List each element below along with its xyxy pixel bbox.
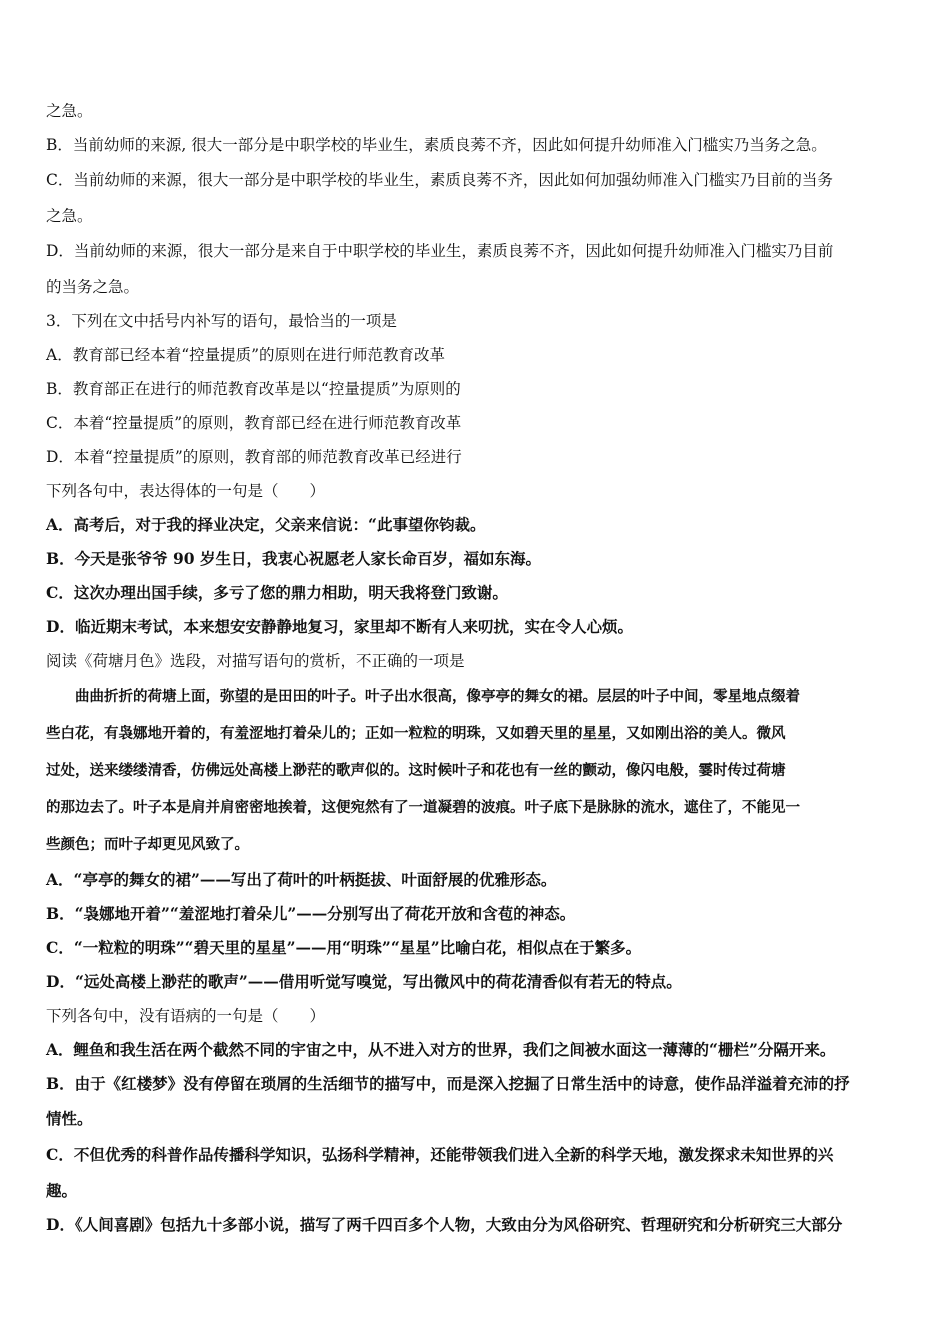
hetang-passage-line: 过处，送来缕缕清香，仿佛远处高楼上渺茫的歌声似的。这时候叶子和花也有一丝的颤动，像闪电般，霎时传过荷塘 [46, 762, 786, 779]
hetang-passage-line: 的那边去了。叶子本是肩并肩密密地挨着，这便宛然有了一道凝碧的波痕。叶子底下是脉脉的流水，遮住了，不能见一 [46, 799, 800, 816]
q3-stem: 3．下列在文中括号内补写的语句，最恰当的一项是 [46, 312, 397, 330]
q-hetang-option-d: D．“远处高楼上渺茫的歌声”——借用听觉写嗅觉，写出微风中的荷花清香似有若无的特点。 [46, 972, 682, 991]
q-grammar-stem: 下列各句中，没有语病的一句是（ ） [46, 1007, 326, 1025]
q-grammar-option-c-line1: C．不但优秀的科普作品传播科学知识，弘扬科学精神，还能带领我们进入全新的科学天地，激发探求未知世界的兴 [46, 1145, 834, 1164]
q2-option-b: B．当前幼师的来源, 很大一部分是中职学校的毕业生，素质良莠不齐，因此如何提升幼师准入门槛实乃当务之急。 [46, 136, 827, 154]
q-grammar-option-d-line1: D．《人间喜剧》包括九十多部小说，描写了两千四百多个人物，大致由分为风俗研究、哲理研究和分析研究三大部分 [46, 1215, 843, 1234]
q3-option-d: D．本着“控量提质”的原则，教育部的师范教育改革已经进行 [46, 448, 462, 466]
q-appropriate-stem: 下列各句中，表达得体的一句是（ ） [46, 482, 326, 500]
q2-option-d-line2: 的当务之急。 [46, 278, 140, 296]
q3-option-c: C．本着“控量提质”的原则，教育部已经在进行师范教育改革 [46, 414, 462, 432]
q3-option-a: A．教育部已经本着“控量提质”的原则在进行师范教育改革 [46, 346, 446, 364]
q-hetang-option-c: C．“一粒粒的明珠”“碧天里的星星”——用“明珠”“星星”比喻白花，相似点在于繁多。 [46, 938, 642, 957]
q-hetang-stem: 阅读《荷塘月色》选段，对描写语句的赏析，不正确的一项是 [46, 652, 465, 670]
q-grammar-option-b-line1: B．由于《红楼梦》没有停留在琐屑的生活细节的描写中，而是深入挖掘了日常生活中的诗意，使作品洋溢着充沛的抒 [46, 1074, 850, 1093]
q2-option-c-line1: C．当前幼师的来源，很大一部分是中职学校的毕业生，素质良莠不齐，因此如何加强幼师准入门槛实乃目前的当务 [46, 171, 833, 189]
q-grammar-option-c-line2: 趣。 [46, 1181, 78, 1200]
q-grammar-option-b-line2: 情性。 [46, 1109, 93, 1128]
q-hetang-option-b: B．“袅娜地开着”“羞涩地打着朵儿”——分别写出了荷花开放和含苞的神态。 [46, 904, 576, 923]
q-appropriate-option-a: A．高考后，对于我的择业决定，父亲来信说：“此事望你钧裁。 [46, 515, 486, 534]
q2-option-a-tail: 之急。 [46, 102, 93, 120]
q-appropriate-option-d: D．临近期末考试，本来想安安静静地复习，家里却不断有人来叨扰，实在令人心烦。 [46, 617, 633, 636]
q-appropriate-option-c: C．这次办理出国手续，多亏了您的鼎力相助，明天我将登门致谢。 [46, 583, 508, 602]
hetang-passage-line: 曲曲折折的荷塘上面，弥望的是田田的叶子。叶子出水很高，像亭亭的舞女的裙。层层的叶子中间，零星地点缀着 [46, 688, 800, 705]
hetang-passage-line: 些颜色；而叶子却更见风致了。 [46, 836, 249, 853]
q-appropriate-option-b: B．今天是张爷爷 90 岁生日，我衷心祝愿老人家长命百岁，福如东海。 [46, 549, 541, 568]
q3-option-b: B．教育部正在进行的师范教育改革是以“控量提质”为原则的 [46, 380, 461, 398]
q-grammar-option-a: A．鲤鱼和我生活在两个截然不同的宇宙之中，从不进入对方的世界，我们之间被水面这一薄薄的“栅栏”分隔开来。 [46, 1040, 836, 1059]
hetang-passage-line: 些白花，有袅娜地开着的，有羞涩地打着朵儿的；正如一粒粒的明珠，又如碧天里的星星，又如刚出浴的美人。微风 [46, 725, 786, 742]
q-hetang-option-a: A．“亭亭的舞女的裙”——写出了荷叶的叶柄挺拔、叶面舒展的优雅形态。 [46, 870, 557, 889]
q2-option-d-line1: D．当前幼师的来源，很大一部分是来自于中职学校的毕业生，素质良莠不齐，因此如何提升幼师准入门槛实乃目前 [46, 242, 834, 260]
q2-option-c-line2: 之急。 [46, 207, 93, 225]
